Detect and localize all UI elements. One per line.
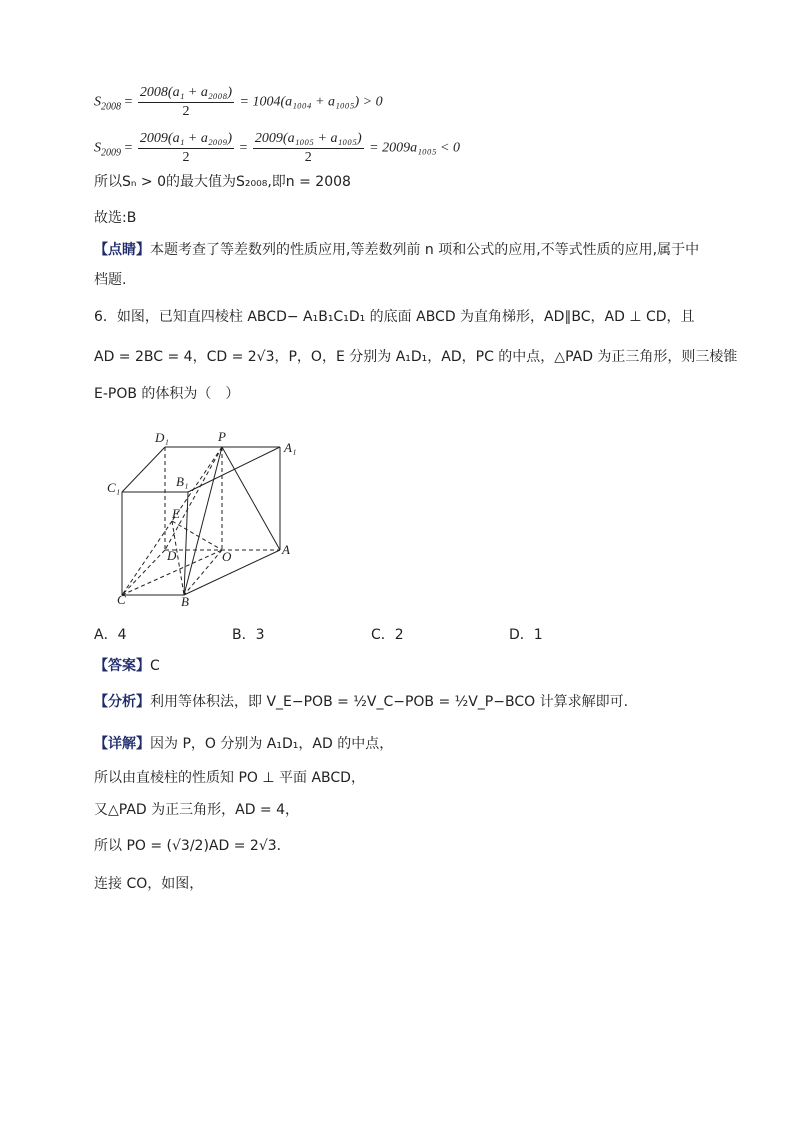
detail-line-3: 又△PAD 为正三角形，AD = 4，	[94, 802, 300, 818]
eq2-frac2-den: 2	[304, 150, 312, 165]
eq1-rhs: = 1004(a₁₀₀₄ + a₁₀₀₅) > 0	[239, 94, 383, 110]
label-b1: B₁	[176, 474, 189, 489]
option-c: C．2	[371, 627, 404, 643]
option-d: D．1	[509, 627, 543, 643]
option-a: A．4	[94, 627, 127, 643]
detail-line-2: 所以由直棱柱的性质知 PO ⊥ 平面 ABCD，	[94, 770, 365, 786]
eq1-lhs-sub: 2008	[101, 101, 121, 113]
answer-value: C	[150, 658, 160, 674]
label-c: C	[117, 592, 126, 607]
label-d: D	[167, 548, 177, 563]
conclusion-line: 所以Sₙ > 0的最大值为S₂₀₀₈,即n = 2008	[94, 174, 351, 190]
label-b: B	[181, 594, 189, 609]
answer-tag: 【答案】	[94, 658, 150, 674]
label-d1: D₁	[155, 430, 169, 445]
label-p: P	[218, 429, 226, 444]
question6-line-2: AD = 2BC = 4，CD = 2√3，P，O，E 分别为 A₁D₁，AD，PC 的中点，△PAD 为正三角形，则三棱锥	[94, 349, 738, 365]
detail-text-1: 因为 P，O 分别为 A₁D₁，AD 的中点，	[150, 736, 394, 752]
label-a1: A₁	[284, 440, 297, 455]
edge-p-d	[165, 447, 222, 550]
question6-line-3: E-POB 的体积为（ ）	[94, 386, 240, 402]
label-c1: C₁	[107, 480, 121, 495]
edge-d-c	[122, 550, 165, 595]
edge-b-a	[184, 550, 280, 595]
detail-line-4: 所以 PO = (√3/2)AD = 2√3．	[94, 838, 291, 854]
edge-b1-a1	[188, 447, 280, 492]
dianjing-tag: 【点睛】	[94, 242, 150, 258]
label-o: O	[222, 549, 232, 564]
dianjing-line-2: 档题.	[94, 272, 127, 288]
option-b: B．3	[232, 627, 265, 643]
equation-s2008: $S_{2008}$ = $\frac{\text{2008(a₁ + a₂₀₀₈)}}{2}$ = 1004(a₁₀₀₄ + a₁₀₀₅) > 0	[94, 85, 383, 119]
eq1-lhs: S	[94, 94, 101, 110]
question6-line-1: 6．如图，已知直四棱柱 ABCD− A₁B₁C₁D₁ 的底面 ABCD 为直角梯形，AD∥BC，AD ⊥ CD，且	[94, 309, 695, 325]
eq1-frac-den: 2	[182, 104, 190, 119]
analysis-line	[94, 692, 628, 712]
edge-d1-c1	[122, 447, 165, 492]
detail-line-5: 连接 CO，如图，	[94, 876, 204, 892]
dianjing-text-1: 本题考查了等差数列的性质应用,等差数列前 n 项和公式的应用,不等式性质的应用,属于中	[150, 242, 700, 258]
detail-tag: 【详解】	[94, 736, 150, 752]
eq2-lhs-sub: 2009	[101, 147, 121, 159]
analysis-text: 利用等体积法，即 V_E−POB = ½V_C−POB = ½V_P−BCO 计算求解即可.	[150, 694, 629, 710]
eq2-frac2-num: 2009(a₁₀₀₅ + a₁₀₀₅)	[253, 130, 364, 149]
edge-b1-b	[184, 492, 188, 595]
detail-line-1	[94, 734, 393, 754]
analysis-tag: 【分析】	[94, 694, 150, 710]
eq2-lhs: S	[94, 140, 101, 156]
equation-s2009: $S_{2009}$ = $\frac{\text{2009(a₁ + a₂₀₀₉)}}{2}$ = $\frac{\text{2009(a₁₀₀₅ + a₁₀₀₅)}}{2}$ = 2009a₁₀₀₅ < 0	[94, 131, 461, 165]
answer-line	[94, 656, 160, 676]
eq2-frac1-den: 2	[182, 150, 190, 165]
label-e: E	[172, 506, 180, 521]
eq2-rhs: = 2009a₁₀₀₅ < 0	[369, 140, 461, 156]
choice-line: 故选:B	[94, 210, 137, 226]
eq1-frac-num: 2008(a₁ + a₂₀₀₈)	[138, 84, 234, 103]
label-a: A	[282, 542, 290, 557]
edge-p-a	[222, 447, 280, 550]
eq2-frac1-num: 2009(a₁ + a₂₀₀₉)	[138, 130, 234, 149]
